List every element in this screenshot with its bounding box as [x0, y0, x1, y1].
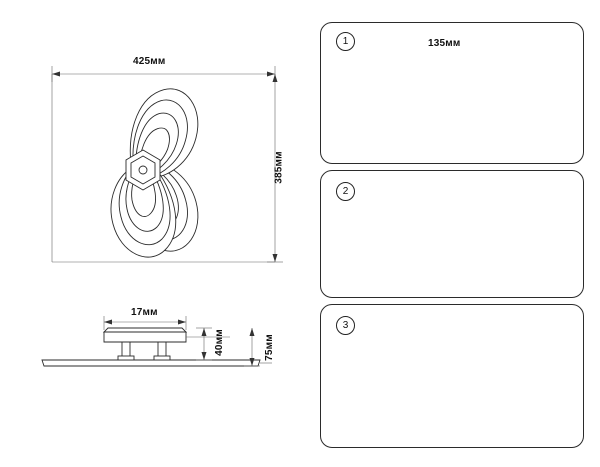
side-view-total-height-label: 75мм [263, 334, 275, 361]
step-1-dimension-label: 135мм [428, 38, 461, 49]
step-2-number: 2 [336, 182, 355, 201]
step-1-number: 1 [336, 32, 355, 51]
step-3-number: 3 [336, 316, 355, 335]
top-view-width-label: 425мм [133, 56, 166, 67]
top-view-height-label: 385мм [273, 151, 285, 184]
step-2-panel [320, 170, 584, 298]
side-view-mount-height-label: 40мм [213, 329, 225, 356]
step-3-panel [320, 304, 584, 448]
side-view-base-thickness-label: 17мм [131, 307, 158, 318]
